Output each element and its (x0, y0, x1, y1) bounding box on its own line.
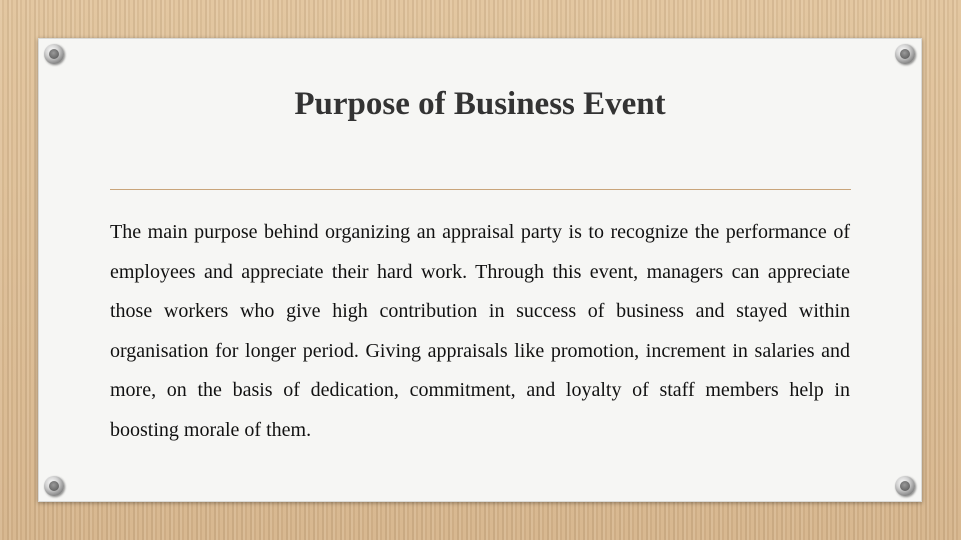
slide-title: Purpose of Business Event (294, 86, 666, 122)
pushpin-icon (895, 476, 915, 496)
pushpin-icon (44, 44, 64, 64)
slide-body-text: The main purpose behind organizing an appraisal party is to recognize the performance of employees and appreciate their hard work. Through this event, managers can appreciate those workers who give high contribution in success of business and stayed within organisation for longer period. Giving appraisals like promotion, increment in salaries and more, on the basis of dedication, commitment, and loyalty of staff members help in boosting morale of them. (110, 221, 850, 441)
pushpin-icon (44, 476, 64, 496)
title-divider (110, 189, 851, 190)
pushpin-icon (895, 44, 915, 64)
